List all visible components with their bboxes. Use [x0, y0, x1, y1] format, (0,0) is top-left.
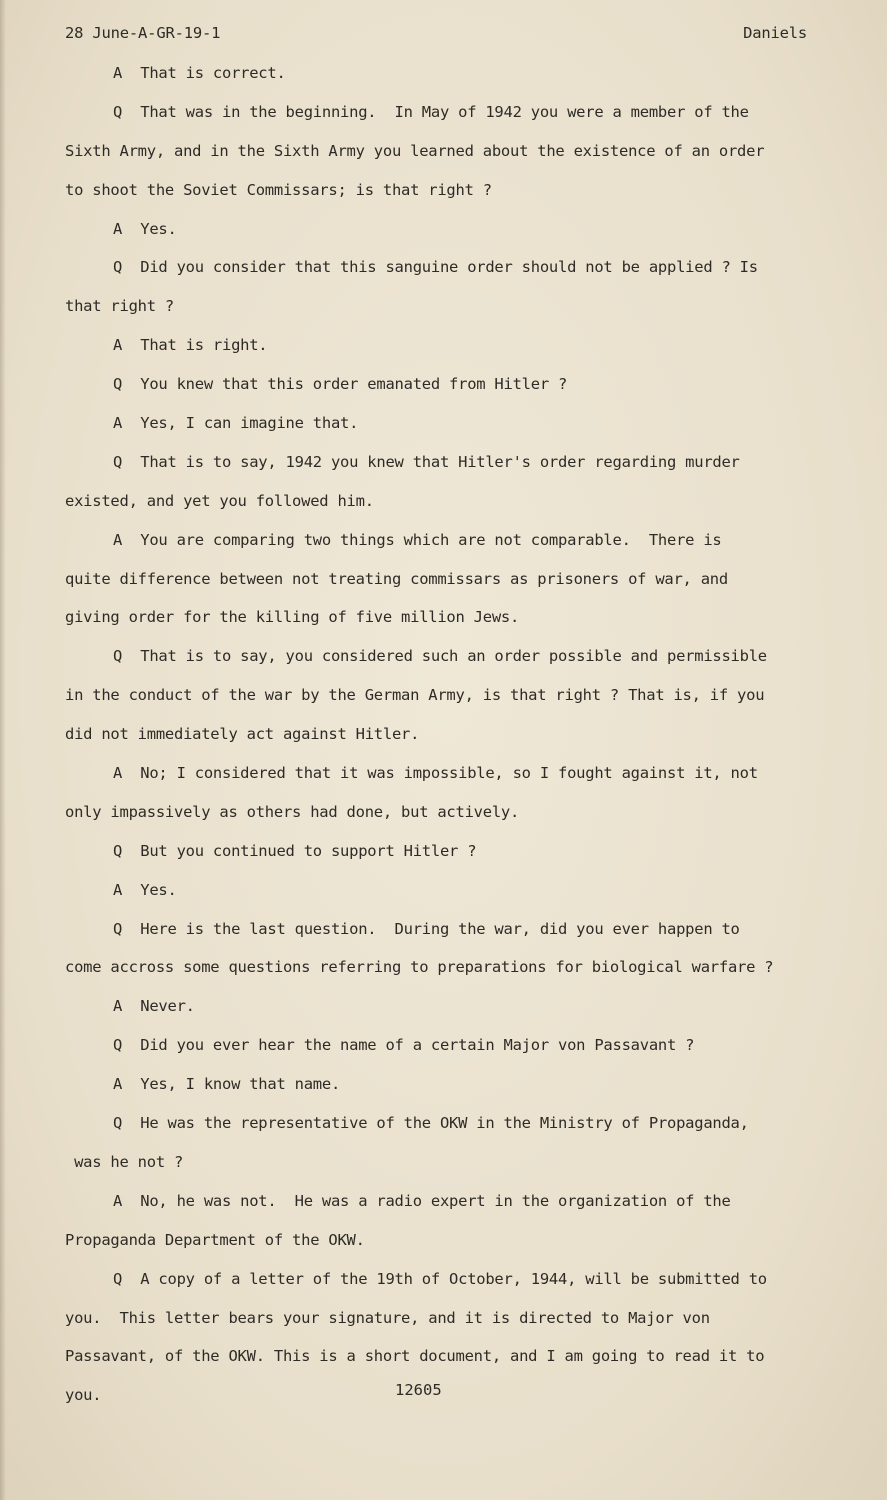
transcript-line: Sixth Army, and in the Sixth Army you learned about the existence of an order	[65, 141, 765, 160]
transcript-line: A Never.	[113, 997, 195, 1016]
transcript-line: A You are comparing two things which are not comparable. There is	[113, 530, 722, 549]
transcript-line: did not immediately act against Hitler.	[65, 725, 420, 744]
transcript-line: A Yes.	[113, 880, 177, 899]
page-number: 12605	[395, 1381, 442, 1399]
transcript-line: A That is right.	[113, 336, 268, 355]
transcript-line: you.	[65, 1386, 102, 1405]
transcript-line: come accross some questions referring to preparations for biological warfare ?	[65, 958, 774, 977]
transcript-line: in the conduct of the war by the German Army, is that right ? That is, if you	[65, 686, 765, 705]
transcript-line: A No, he was not. He was a radio expert in the organization of the	[113, 1191, 731, 1210]
transcript-line: Q That was in the beginning. In May of 1942 you were a member of the	[113, 102, 749, 121]
transcript-line: Passavant, of the OKW. This is a short document, and I am going to read it to	[65, 1347, 765, 1366]
transcript-line: A Yes, I can imagine that.	[113, 414, 359, 433]
transcript-line: A Yes, I know that name.	[113, 1075, 341, 1094]
transcript-line: Q That is to say, you considered such an order possible and permissible	[113, 647, 767, 666]
transcript-line: A Yes.	[113, 219, 177, 238]
page-left-edge-shadow	[0, 0, 6, 1500]
transcript-line: Q Did you consider that this sanguine order should not be applied ? Is	[113, 258, 758, 277]
header-witness-name: Daniels	[743, 24, 807, 42]
header-reference: 28 June-A-GR-19-1	[65, 24, 221, 42]
transcript-line: Q A copy of a letter of the 19th of October, 1944, will be submitted to	[113, 1269, 767, 1288]
transcript-line: Q You knew that this order emanated from Hitler ?	[113, 375, 568, 394]
transcript-line: only impassively as others had done, but actively.	[65, 802, 520, 821]
transcript-line: Propaganda Department of the OKW.	[65, 1230, 365, 1249]
transcript-line: was he not ?	[65, 1152, 184, 1171]
transcript-line: Q Here is the last question. During the war, did you ever happen to	[113, 919, 740, 938]
transcript-body	[65, 60, 817, 1421]
transcript-line: quite difference between not treating commissars as prisoners of war, and	[65, 569, 728, 588]
transcript-line: Q He was the representative of the OKW in the Ministry of Propaganda,	[113, 1114, 749, 1133]
transcript-line: A That is correct.	[113, 64, 286, 82]
transcript-line: Q That is to say, 1942 you knew that Hitler's order regarding murder	[113, 452, 740, 471]
transcript-line: that right ?	[65, 297, 174, 316]
transcript-line: you. This letter bears your signature, and it is directed to Major von	[65, 1308, 710, 1327]
transcript-line: giving order for the killing of five million Jews.	[65, 608, 520, 627]
transcript-line: A No; I considered that it was impossible, so I fought against it, not	[113, 764, 758, 783]
transcript-line: existed, and yet you followed him.	[65, 491, 374, 510]
transcript-line: to shoot the Soviet Commissars; is that right ?	[65, 180, 492, 199]
transcript-line: Q Did you ever hear the name of a certain Major von Passavant ?	[113, 1036, 695, 1055]
transcript-line: Q But you continued to support Hitler ?	[113, 841, 477, 860]
